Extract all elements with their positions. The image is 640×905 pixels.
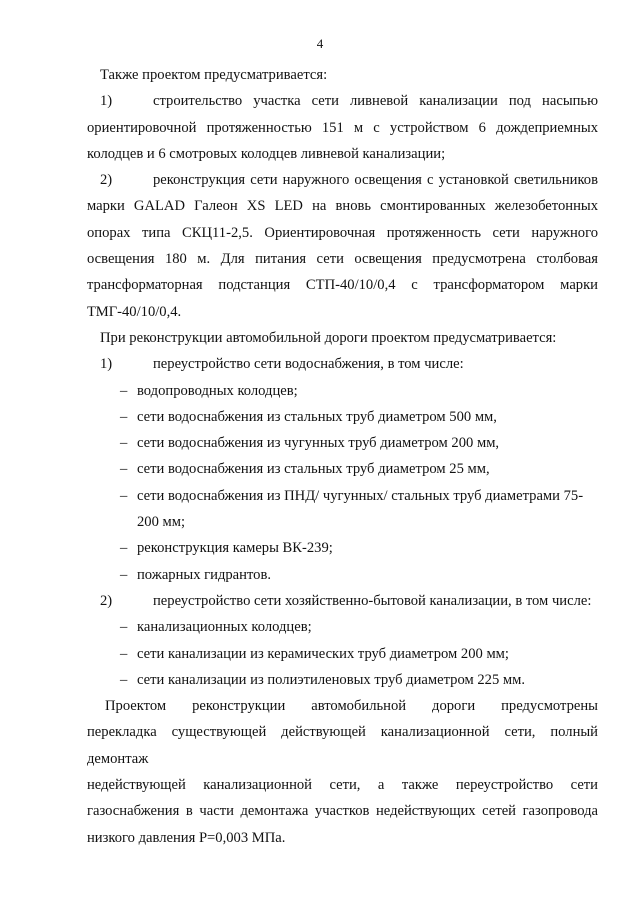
dash-marker: – bbox=[120, 435, 128, 452]
dash-marker: – bbox=[120, 566, 128, 583]
list-item: – сети водоснабжения из чугунных труб диаметром 200 мм, bbox=[87, 430, 598, 456]
list-item: – водопроводных колодцев; bbox=[87, 378, 598, 404]
water-section-heading bbox=[87, 351, 598, 377]
paragraph-line: перекладка существующей действующей канализационной сети, полный демонтаж bbox=[87, 724, 598, 767]
paragraph-line: газоснабжения в части демонтажа участков недействующих сетей газопровода bbox=[87, 803, 598, 820]
dash-marker: – bbox=[120, 408, 128, 425]
item-number: 1) bbox=[100, 93, 113, 110]
list-item-continuation: 200 мм; bbox=[137, 514, 186, 531]
list-item: – канализационных колодцев; bbox=[87, 614, 598, 640]
list-item: – сети водоснабжения из стальных труб диаметром 500 мм, bbox=[87, 404, 598, 430]
list-item: – сети канализации из полиэтиленовых труб диаметром 225 мм. bbox=[87, 667, 598, 693]
list-item: – реконструкция камеры ВК-239; bbox=[87, 535, 598, 561]
item-title: переустройство сети хозяйственно-бытовой канализации, в том числе: bbox=[153, 592, 592, 609]
list-item: – сети водоснабжения из ПНД/ чугунных/ стальных труб диаметрами 75- bbox=[87, 483, 598, 509]
dash-marker: – bbox=[120, 619, 128, 636]
intro-paragraph: Также проектом предусматривается: bbox=[100, 67, 328, 83]
dash-marker: – bbox=[120, 382, 128, 399]
item-number: 1) bbox=[100, 356, 113, 373]
final-paragraph bbox=[87, 693, 598, 851]
item-text-first-line: реконструкция сети наружного освещения с установкой светильников bbox=[153, 172, 598, 189]
dash-marker: – bbox=[120, 461, 128, 478]
dash-marker: – bbox=[120, 671, 128, 688]
paragraph-line: недействующей канализационной сети, а также переустройство сети bbox=[87, 777, 598, 794]
document-body bbox=[87, 62, 598, 851]
list-item: – пожарных гидрантов. bbox=[87, 562, 598, 588]
dash-marker: – bbox=[120, 540, 128, 557]
item-text-continuation: ориентировочной протяженностью 151 м с устройством 6 дождеприемных колодцев и 6 смотровых колодцев ливневой канализации; bbox=[87, 119, 598, 162]
paragraph-line: Проектом реконструкции автомобильной дороги предусмотрены bbox=[105, 698, 598, 715]
numbered-item bbox=[87, 167, 598, 325]
numbered-item bbox=[87, 88, 598, 167]
dash-marker: – bbox=[120, 645, 128, 662]
item-text-continuation: марки GALAD Галеон XS LED на вновь смонтированных железобетонных опорах типа СКЦ11-2,5. Ориентировочная протяженность сети наружного освещения 180 м. Для питания сети освещения предусмотрена столбовая трансформаторная подстанция СТП-40/10/0,4 с трансформатором марки ТМГ-40/10/0,4. bbox=[87, 198, 598, 320]
page-number: 4 bbox=[316, 36, 324, 51]
paragraph-line: низкого давления Р=0,003 МПа. bbox=[87, 829, 286, 846]
item-number: 2) bbox=[100, 172, 113, 189]
sewer-section-heading bbox=[87, 588, 598, 614]
item-title: переустройство сети водоснабжения, в том числе: bbox=[153, 356, 464, 373]
item-number: 2) bbox=[100, 592, 113, 609]
dash-marker: – bbox=[120, 487, 128, 504]
list-item: – сети канализации из керамических труб диаметром 200 мм; bbox=[87, 641, 598, 667]
road-intro-paragraph: При реконструкции автомобильной дороги проектом предусматривается: bbox=[100, 329, 557, 346]
list-item: – сети водоснабжения из стальных труб диаметром 25 мм, bbox=[87, 456, 598, 482]
item-text-first-line: строительство участка сети ливневой канализации под насыпью bbox=[153, 93, 598, 110]
